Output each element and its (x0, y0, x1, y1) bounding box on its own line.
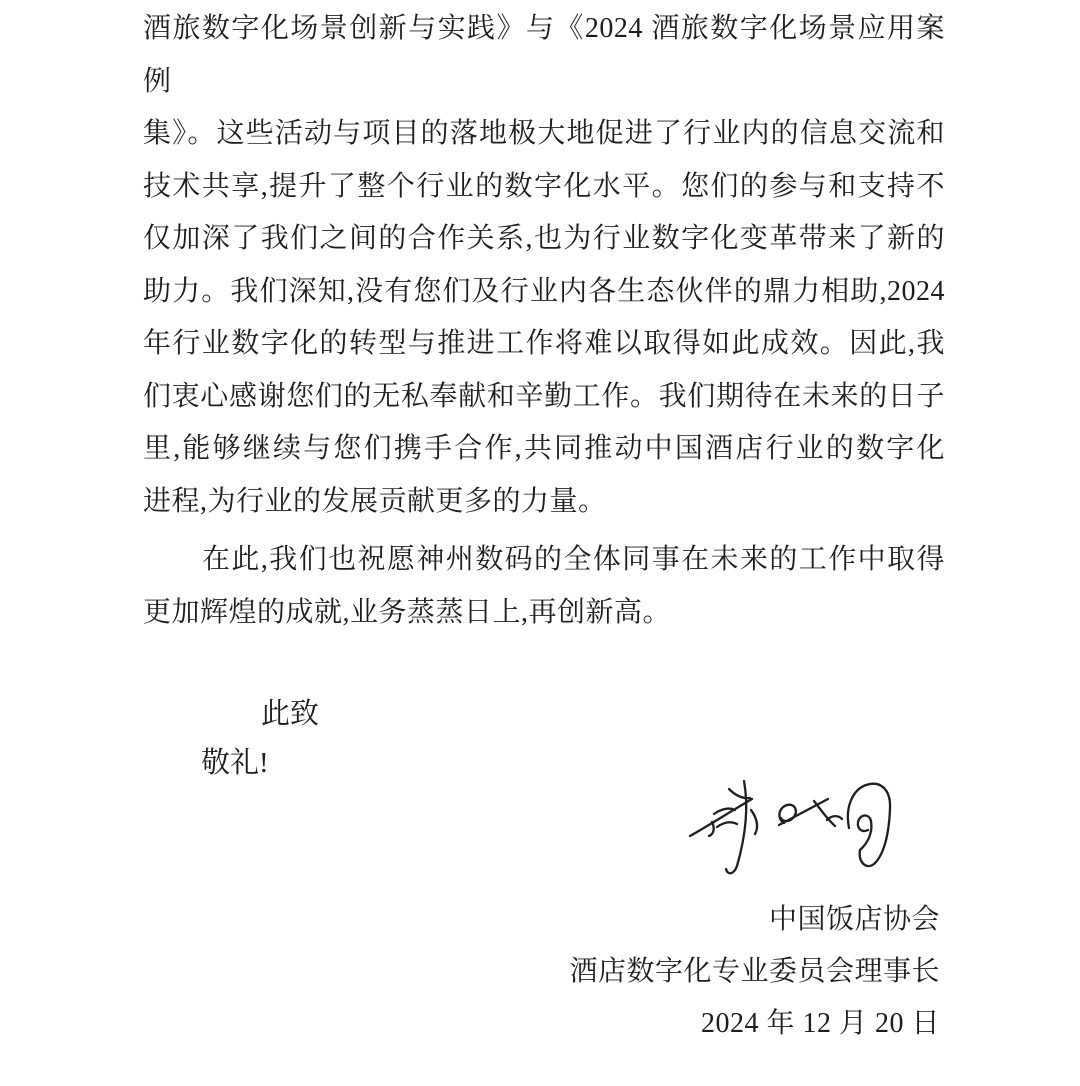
paragraph-2 (143, 534, 945, 639)
signoff-date: 2024 年 12 月 20 日 (700, 1008, 940, 1039)
org-name: 中国饭店协会 (768, 904, 940, 935)
paragraph-1 (143, 3, 945, 528)
body-line: 进程,为行业的发展贡献更多的力量。 (143, 485, 607, 517)
body-line: 们衷心感谢您们的无私奉献和辛勤工作。我们期待在未来的日子 (143, 380, 945, 412)
signature-handwriting-icon (684, 770, 902, 884)
body-line: 仅加深了我们之间的合作关系,也为行业数字化变革带来了新的 (143, 223, 945, 254)
signoff-block (569, 894, 940, 1050)
body-line: 助力。我们深知,没有您们及行业内各生态伙伴的鼎力相助,2024 (143, 275, 945, 307)
salute-jingli: 敬礼! (201, 747, 269, 779)
body-line: 集》。这些活动与项目的落地极大地促进了行业内的信息交流和 (143, 118, 945, 149)
salute-cizhi: 此致 (261, 698, 320, 730)
body-line: 技术共享,提升了整个行业的数字化水平。您们的参与和支持不 (143, 170, 945, 202)
body-line: 里,能够继续与您们携手合作,共同推动中国酒店行业的数字化 (143, 433, 945, 464)
body-line: 酒旅数字化场景创新与实践》与《2024 酒旅数字化场景应用案例 (143, 13, 945, 97)
body-line: 年行业数字化的转型与推进工作将难以取得如此成效。因此,我 (143, 328, 945, 359)
body-line: 在此,我们也祝愿神州数码的全体同事在未来的工作中取得 (202, 544, 945, 575)
body-line: 更加辉煌的成就,业务蒸蒸日上,再创新高。 (143, 596, 672, 628)
org-title: 酒店数字化专业委员会理事长 (569, 956, 940, 987)
